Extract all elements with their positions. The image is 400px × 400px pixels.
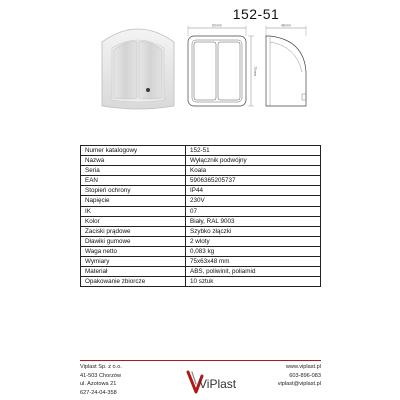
spec-label: Waga netto xyxy=(81,246,186,256)
email-link[interactable]: viplast@viplast.pl xyxy=(277,381,321,388)
side-view-drawing xyxy=(258,22,314,112)
spec-value: 75x63x48 mm xyxy=(186,257,321,267)
phone-number[interactable]: 603-896-083 xyxy=(289,372,321,379)
footer-address xyxy=(80,363,170,397)
table-row xyxy=(81,226,321,236)
spec-value: 152-51 xyxy=(186,146,321,156)
spec-value: 10 sztuk xyxy=(186,277,321,287)
table-row xyxy=(81,206,321,216)
spec-label: Nazwa xyxy=(81,156,186,166)
spec-value: Koala xyxy=(186,166,321,176)
table-row xyxy=(81,186,321,196)
spec-label: EAN xyxy=(81,176,186,186)
page-title: 152-51 xyxy=(232,6,280,22)
spec-value: Wyłącznik podwójny xyxy=(186,156,321,166)
company-name: Viplast Sp. z o.o. xyxy=(80,364,122,370)
table-row xyxy=(81,156,321,166)
spec-label: Napięcie xyxy=(81,196,186,206)
table-row xyxy=(81,166,321,176)
spec-label: Kolor xyxy=(81,216,186,226)
table-row xyxy=(81,216,321,226)
spec-value: 2 wloty xyxy=(186,236,321,246)
spec-label: Seria xyxy=(81,166,186,176)
address-city: 41-503 Chorzów xyxy=(80,372,122,379)
address-street: ul. Azotowa 21 xyxy=(80,381,117,388)
table-row xyxy=(81,257,321,267)
table-row xyxy=(81,246,321,256)
table-row xyxy=(81,196,321,206)
spec-label: Zaciski prądowe xyxy=(81,226,186,236)
table-row xyxy=(81,176,321,186)
product-photo xyxy=(98,12,178,114)
footer-divider xyxy=(80,360,321,361)
indicator-light-icon xyxy=(146,88,150,92)
spec-label: Wymiary xyxy=(81,257,186,267)
spec-label: Numer katalogowy xyxy=(81,146,186,156)
spec-value: ABS, poliwinit, poliamid xyxy=(186,267,321,277)
spec-value: IP44 xyxy=(186,186,321,196)
spec-value: 0,083 kg xyxy=(186,246,321,256)
company-tax-number: 627-24-04-358 xyxy=(80,389,117,396)
table-row xyxy=(81,146,321,156)
website-link[interactable]: www.viplast.pl xyxy=(285,364,321,370)
spec-label: Dławiki gumowe xyxy=(81,236,186,246)
table-row xyxy=(81,277,321,287)
front-view-drawing xyxy=(178,22,256,112)
spec-label: Opakowanie zbiorcze xyxy=(81,277,186,287)
front-width-label: 63 mm xyxy=(212,23,222,28)
side-depth-label: 48 mm xyxy=(281,23,291,28)
spec-value: Biały, RAL 9003 xyxy=(186,216,321,226)
spec-label: Materiał xyxy=(81,267,186,277)
table-row xyxy=(81,236,321,246)
spec-value: Szybko złączki xyxy=(186,226,321,236)
spec-label: IK xyxy=(81,206,186,216)
table-row xyxy=(81,267,321,277)
spec-label: Stopień ochrony xyxy=(81,186,186,196)
front-height-label: 75 mm xyxy=(253,66,257,76)
spec-table xyxy=(80,145,321,287)
spec-value: 07 xyxy=(186,206,321,216)
spec-value: 230V xyxy=(186,196,321,206)
logo-text: ViPlast xyxy=(199,377,237,391)
spec-value: 5906365205737 xyxy=(186,176,321,186)
footer-contact xyxy=(250,363,321,389)
